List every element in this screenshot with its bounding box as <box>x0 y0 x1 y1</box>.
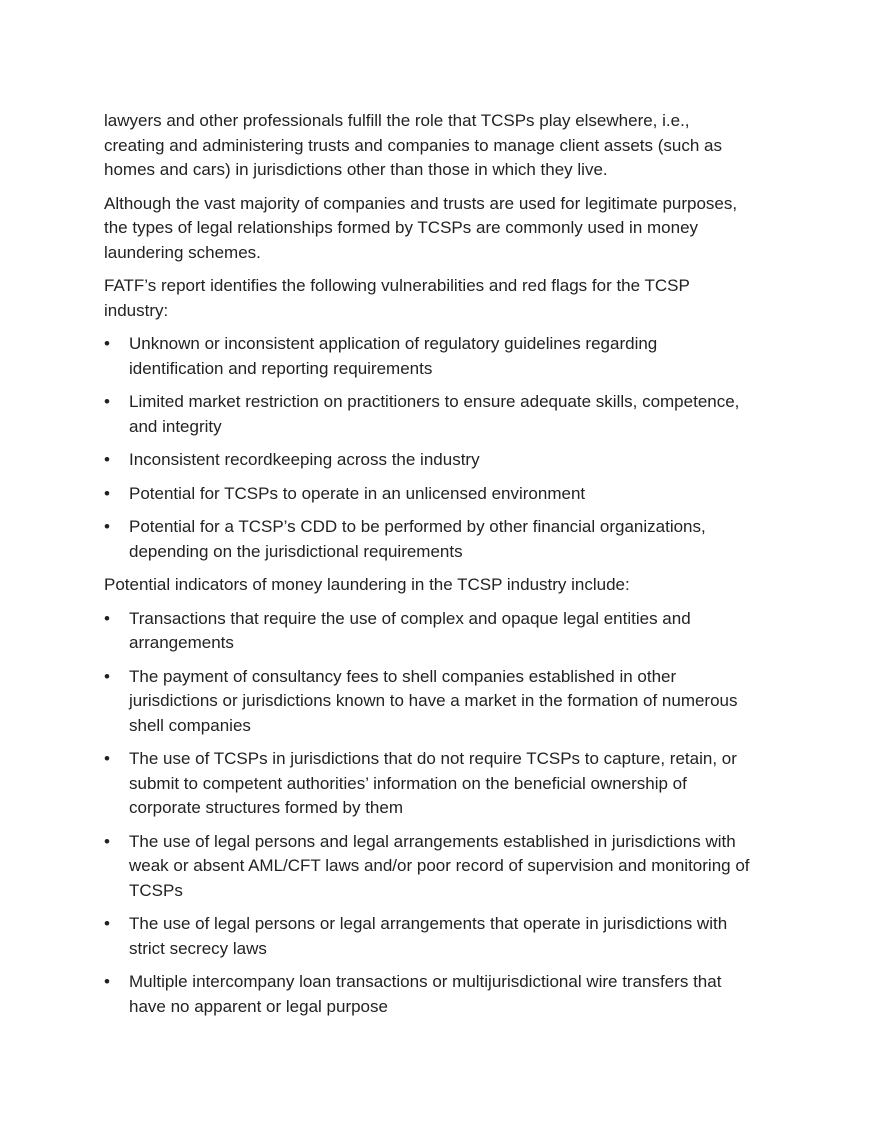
paragraph: Although the vast majority of companies and trusts are used for legitimate purposes, the types of legal relationships formed by TCSPs are commonly used in money laundering schemes. <box>104 193 738 262</box>
list-item: • Transactions that require the use of complex and opaque legal entities and arrangements <box>104 607 754 656</box>
list-item: • The use of legal persons or legal arrangements that operate in jurisdictions with strict secrecy laws <box>104 912 754 961</box>
list-item: • Multiple intercompany loan transactions or multijurisdictional wire transfers that have no apparent or legal purpose <box>104 970 754 1019</box>
list-item: • Potential for TCSPs to operate in an unlicensed environment <box>104 482 754 507</box>
list-item: • The payment of consultancy fees to shell companies established in other jurisdictions or jurisdictions known to have a market in the formation of numerous shell companies <box>104 665 754 739</box>
list-item: • The use of TCSPs in jurisdictions that do not require TCSPs to capture, retain, or submit to competent authorities’ information on the beneficial ownership of corporate structures formed by them <box>104 747 754 821</box>
paragraph: lawyers and other professionals fulfill the role that TCSPs play elsewhere, i.e., creating and administering trusts and companies to manage client assets (such as homes and cars) in jurisdictions other than those in which they live. <box>104 111 722 179</box>
vulnerabilities-list <box>104 332 754 564</box>
list-item: • Limited market restriction on practitioners to ensure adequate skills, competence, and integrity <box>104 390 754 439</box>
list-item: • The use of legal persons and legal arrangements established in jurisdictions with weak or absent AML/CFT laws and/or poor record of supervision and monitoring of TCSPs <box>104 830 754 904</box>
paragraph: Potential indicators of money laundering in the TCSP industry include: <box>104 575 630 594</box>
body-text <box>104 109 754 1028</box>
paragraph: FATF’s report identifies the following vulnerabilities and red flags for the TCSP industry: <box>104 276 690 320</box>
list-item: • Unknown or inconsistent application of regulatory guidelines regarding identification and reporting requirements <box>104 332 754 381</box>
list-item: • Inconsistent recordkeeping across the industry <box>104 448 754 473</box>
list-item: • Potential for a TCSP’s CDD to be performed by other financial organizations, depending on the jurisdictional requirements <box>104 515 754 564</box>
indicators-list <box>104 607 754 1020</box>
